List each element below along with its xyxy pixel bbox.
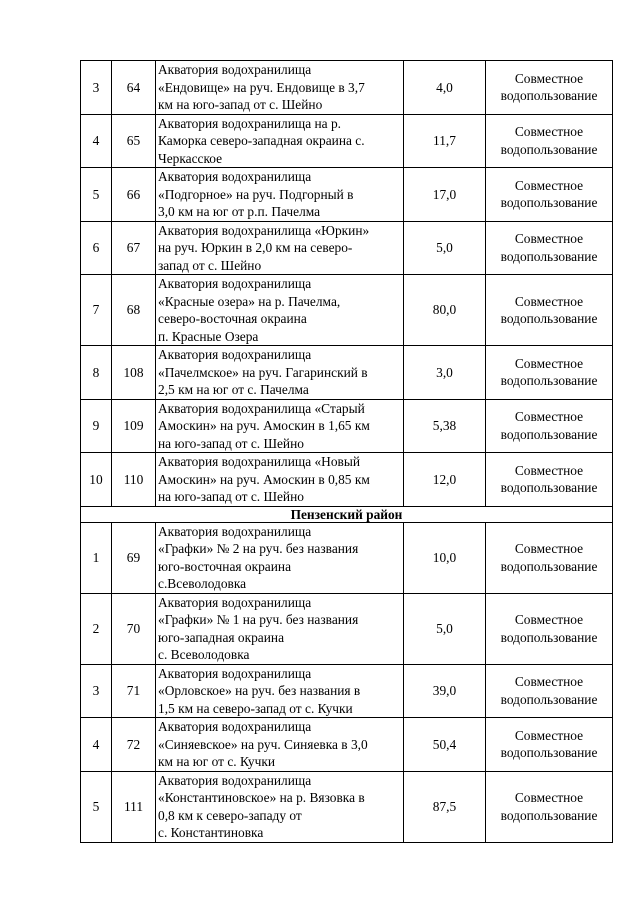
row-id: 111 bbox=[112, 771, 156, 842]
table-row bbox=[81, 346, 613, 400]
row-id: 64 bbox=[112, 61, 156, 115]
table-row bbox=[81, 771, 613, 842]
description-line: 1,5 км на северо-запад от с. Кучки bbox=[158, 700, 353, 716]
row-id: 109 bbox=[112, 399, 156, 453]
row-description bbox=[156, 771, 404, 842]
description-line: км на юго-запад от с. Шейно bbox=[158, 97, 323, 112]
description-line: запад от с. Шейно bbox=[158, 257, 262, 273]
row-number: 3 bbox=[81, 664, 112, 718]
usage-type-line: Совместное bbox=[514, 293, 584, 309]
usage-type-line: водопользование bbox=[500, 426, 598, 442]
description-line: юго-западная окраина bbox=[158, 629, 285, 645]
description-line: Каморка северо-западная окраина с. bbox=[158, 133, 365, 148]
description-line: Акватория водохранилища на р. bbox=[158, 115, 341, 131]
row-description bbox=[156, 61, 404, 115]
row-number: 4 bbox=[81, 114, 112, 168]
row-usage-type bbox=[486, 718, 613, 772]
usage-type-line: водопользование bbox=[500, 88, 598, 104]
row-usage-type bbox=[486, 61, 613, 115]
row-number: 1 bbox=[81, 522, 112, 593]
usage-type-line: Совместное bbox=[514, 612, 584, 627]
table-row bbox=[81, 61, 613, 115]
usage-type-line: водопользование bbox=[500, 195, 598, 211]
row-id: 65 bbox=[112, 114, 156, 168]
row-id: 70 bbox=[112, 593, 156, 664]
description-line: «Графки» № 2 на руч. без названия bbox=[158, 541, 359, 556]
row-area-value: 5,0 bbox=[404, 221, 486, 275]
usage-type-line: Совместное bbox=[514, 355, 584, 371]
usage-type-line: водопользование bbox=[500, 807, 598, 823]
row-number: 2 bbox=[81, 593, 112, 664]
description-line: Акватория водохранилища bbox=[158, 665, 312, 681]
row-number: 3 bbox=[81, 61, 112, 115]
usage-type-line: водопользование bbox=[500, 373, 598, 389]
description-line: Акватория водохранилища «Новый bbox=[158, 454, 361, 469]
usage-type-line: Совместное bbox=[514, 177, 584, 193]
row-description bbox=[156, 718, 404, 772]
description-line: п. Красные Озера bbox=[158, 328, 259, 344]
description-line: Акватория водохранилища bbox=[158, 276, 312, 291]
row-description bbox=[156, 168, 404, 222]
row-number: 8 bbox=[81, 346, 112, 400]
description-line: Акватория водохранилища bbox=[158, 772, 312, 788]
row-usage-type bbox=[486, 771, 613, 842]
table-row bbox=[81, 221, 613, 275]
usage-type-line: водопользование bbox=[500, 691, 598, 707]
row-area-value: 10,0 bbox=[404, 522, 486, 593]
row-description bbox=[156, 522, 404, 593]
usage-type-line: Совместное bbox=[514, 674, 584, 690]
row-usage-type bbox=[486, 399, 613, 453]
usage-type-line: водопользование bbox=[500, 248, 598, 264]
usage-type-line: Совместное bbox=[514, 124, 584, 140]
row-usage-type bbox=[486, 593, 613, 664]
usage-type-line: водопользование bbox=[500, 745, 598, 761]
row-usage-type bbox=[486, 221, 613, 275]
usage-type-line: Совместное bbox=[514, 541, 584, 556]
usage-type-line: Совместное bbox=[514, 409, 584, 425]
row-description bbox=[156, 114, 404, 168]
row-area-value: 5,0 bbox=[404, 593, 486, 664]
row-id: 69 bbox=[112, 522, 156, 593]
description-line: «Красные озера» на р. Пачелма, bbox=[158, 293, 341, 309]
table-row bbox=[81, 718, 613, 772]
row-usage-type bbox=[486, 168, 613, 222]
description-line: Акватория водохранилища «Старый bbox=[158, 400, 365, 416]
row-area-value: 4,0 bbox=[404, 61, 486, 115]
row-number: 5 bbox=[81, 771, 112, 842]
table-row bbox=[81, 664, 613, 718]
row-number: 6 bbox=[81, 221, 112, 275]
row-area-value: 50,4 bbox=[404, 718, 486, 772]
description-line: Акватория водохранилища bbox=[158, 62, 312, 77]
description-line: Черкасское bbox=[158, 150, 223, 166]
row-id: 72 bbox=[112, 718, 156, 772]
row-number: 4 bbox=[81, 718, 112, 772]
row-area-value: 80,0 bbox=[404, 275, 486, 346]
table-row bbox=[81, 168, 613, 222]
row-area-value: 11,7 bbox=[404, 114, 486, 168]
row-area-value: 5,38 bbox=[404, 399, 486, 453]
description-line: Акватория водохранилища bbox=[158, 594, 312, 610]
row-description bbox=[156, 346, 404, 400]
table-row bbox=[81, 275, 613, 346]
description-line: Амоскин» на руч. Амоскин в 1,65 км bbox=[158, 418, 370, 433]
usage-type-line: водопользование bbox=[500, 558, 598, 574]
description-line: «Графки» № 1 на руч. без названия bbox=[158, 612, 359, 627]
row-description bbox=[156, 593, 404, 664]
table-row bbox=[81, 453, 613, 507]
row-number: 10 bbox=[81, 453, 112, 507]
usage-type-line: водопользование bbox=[500, 141, 598, 157]
table-row bbox=[81, 593, 613, 664]
description-line: Амоскин» на руч. Амоскин в 0,85 км bbox=[158, 471, 370, 487]
row-id: 66 bbox=[112, 168, 156, 222]
row-description bbox=[156, 221, 404, 275]
row-id: 71 bbox=[112, 664, 156, 718]
description-line: «Константиновское» на р. Вязовка в bbox=[158, 790, 365, 805]
description-line: «Пачелмское» на руч. Гагаринский в bbox=[158, 364, 368, 380]
water-bodies-table bbox=[80, 60, 613, 843]
description-line: с.Всеволодовка bbox=[158, 576, 247, 591]
row-description bbox=[156, 399, 404, 453]
row-usage-type bbox=[486, 522, 613, 593]
description-line: Акватория водохранилища bbox=[158, 719, 312, 734]
row-area-value: 17,0 bbox=[404, 168, 486, 222]
section-row bbox=[81, 506, 613, 522]
usage-type-line: Совместное bbox=[514, 462, 584, 478]
usage-type-line: водопользование bbox=[500, 629, 598, 645]
description-line: 3,0 км на юг от р.п. Пачелма bbox=[158, 204, 321, 219]
description-line: на юго-запад от с. Шейно bbox=[158, 435, 304, 451]
description-line: северо-восточная окраина bbox=[158, 311, 307, 326]
description-line: на юго-запад от с. Шейно bbox=[158, 489, 304, 504]
usage-type-line: Совместное bbox=[514, 790, 584, 805]
usage-type-line: Совместное bbox=[514, 231, 584, 247]
description-line: с. Константиновка bbox=[158, 825, 264, 840]
row-id: 68 bbox=[112, 275, 156, 346]
row-number: 7 bbox=[81, 275, 112, 346]
row-id: 110 bbox=[112, 453, 156, 507]
description-line: «Синяевское» на руч. Синяевка в 3,0 bbox=[158, 736, 368, 752]
usage-type-line: водопользование bbox=[500, 480, 598, 496]
row-usage-type bbox=[486, 114, 613, 168]
usage-type-line: Совместное bbox=[514, 70, 584, 86]
row-area-value: 39,0 bbox=[404, 664, 486, 718]
row-description bbox=[156, 664, 404, 718]
description-line: «Орловское» на руч. без названия в bbox=[158, 683, 361, 698]
table-row bbox=[81, 114, 613, 168]
description-line: Акватория водохранилища bbox=[158, 523, 312, 539]
row-description bbox=[156, 275, 404, 346]
table-row bbox=[81, 399, 613, 453]
description-line: 2,5 км на юг от с. Пачелма bbox=[158, 382, 309, 397]
row-number: 5 bbox=[81, 168, 112, 222]
row-usage-type bbox=[486, 275, 613, 346]
table-row bbox=[81, 522, 613, 593]
row-area-value: 87,5 bbox=[404, 771, 486, 842]
row-usage-type bbox=[486, 453, 613, 507]
description-line: Акватория водохранилища bbox=[158, 347, 312, 362]
usage-type-line: Совместное bbox=[514, 727, 584, 743]
row-usage-type bbox=[486, 664, 613, 718]
row-number: 9 bbox=[81, 399, 112, 453]
description-line: «Ендовище» на руч. Ендовище в 3,7 bbox=[158, 79, 365, 95]
row-area-value: 12,0 bbox=[404, 453, 486, 507]
table-body bbox=[81, 61, 613, 843]
description-line: Акватория водохранилища bbox=[158, 169, 312, 184]
row-id: 67 bbox=[112, 221, 156, 275]
description-line: на руч. Юркин в 2,0 км на северо- bbox=[158, 240, 353, 255]
row-usage-type bbox=[486, 346, 613, 400]
description-line: «Подгорное» на руч. Подгорный в bbox=[158, 186, 354, 202]
row-description bbox=[156, 453, 404, 507]
row-id: 108 bbox=[112, 346, 156, 400]
description-line: юго-восточная окраина bbox=[158, 558, 292, 574]
section-title: Пензенский район bbox=[81, 506, 613, 522]
description-line: 0,8 км к северо-западу от bbox=[158, 807, 302, 823]
usage-type-line: водопользование bbox=[500, 311, 598, 326]
description-line: с. Всеволодовка bbox=[158, 647, 250, 662]
description-line: Акватория водохранилища «Юркин» bbox=[158, 222, 370, 238]
description-line: км на юг от с. Кучки bbox=[158, 754, 276, 769]
row-area-value: 3,0 bbox=[404, 346, 486, 400]
